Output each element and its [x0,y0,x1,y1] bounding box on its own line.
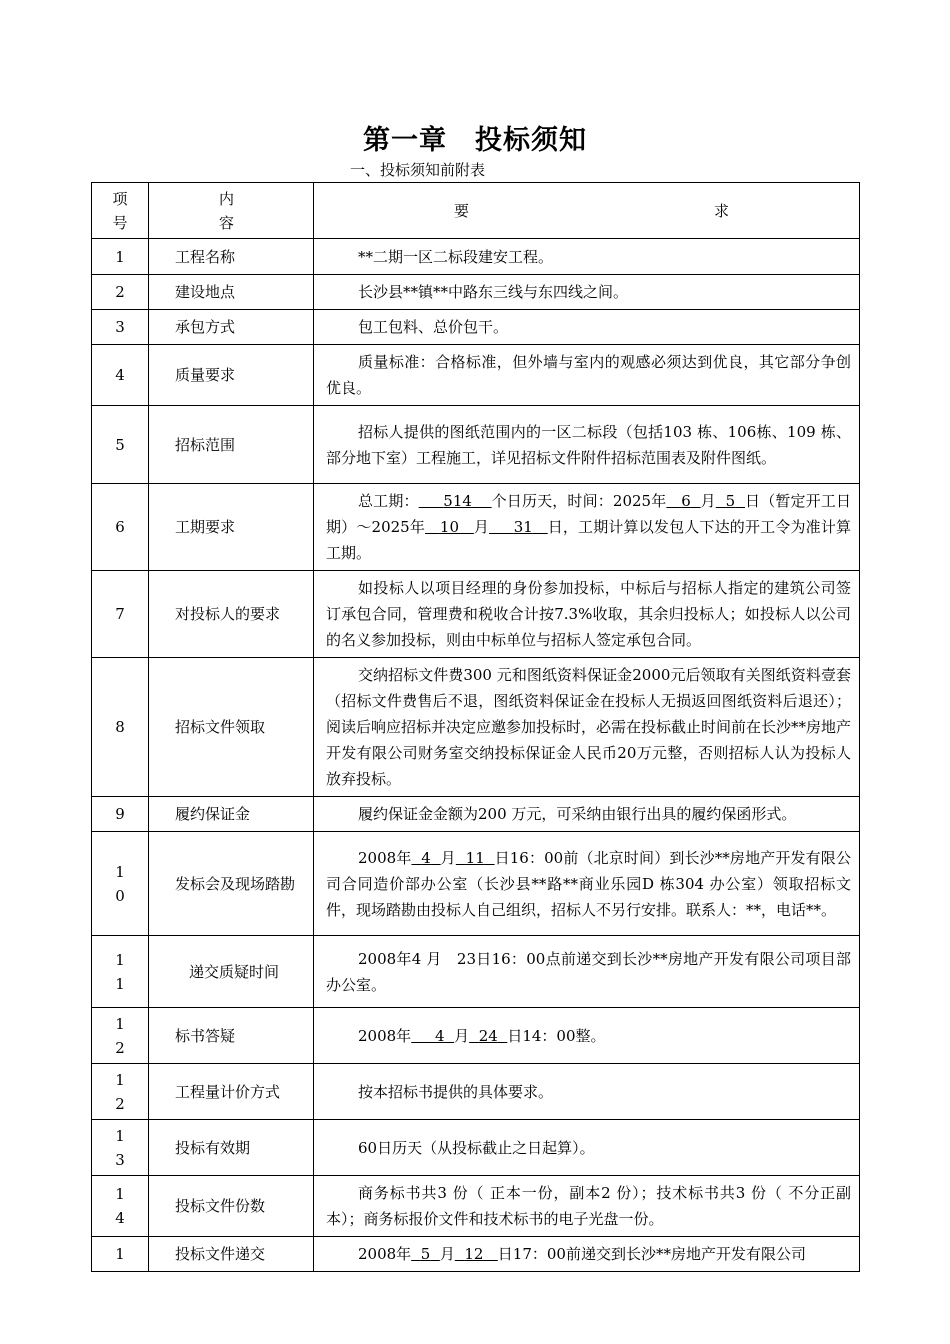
underlined-value: 12 [464,1245,484,1263]
row-requirement: 60日历天（从投标截止之日起算）。 [314,1120,860,1176]
row-item: 投标文件份数 [149,1176,314,1237]
underlined-value: 31 [513,518,533,536]
table-row [92,797,860,832]
row-item: 发标会及现场踏勘 [149,832,314,936]
header-requirement: 要 求 [314,183,860,239]
row-requirement: 包工包料、总价包干。 [314,310,860,345]
row-no: 1 2 [92,1008,149,1064]
row-item: 工程量计价方式 [149,1064,314,1120]
row-requirement: 2008年 5 月 12 日17：00前递交到长沙**房地产开发有限公司 [314,1237,860,1272]
row-no: 1 [92,1237,149,1272]
table-row [92,1064,860,1120]
table-caption: 一、投标须知前附表 [350,161,486,179]
table-row [92,571,860,658]
row-requirement: 质量标准：合格标准，但外墙与室内的观感必须达到优良，其它部分争创优良。 [314,345,860,406]
row-item: 履约保证金 [149,797,314,832]
row-requirement: 交纳招标文件费300 元和图纸资料保证金2000元后领取有关图纸资料壹套（招标文件费售后不退，图纸资料保证金在投标人无损返回图纸资料后退还）；阅读后响应招标并决定应邀参加投标时，必需在投标截止时间前在长沙**房地产开发有限公司财务室交纳投标保证金人民币20万元整，否则招标人认为投标人放弃投标。 [314,658,860,797]
table-row [92,239,860,275]
table-row [92,1120,860,1176]
table-row [92,345,860,406]
header-no: 项 号 [92,183,149,239]
underlined-value: 5 [420,1245,431,1263]
page-title: 第一章 投标须知 [363,125,587,156]
table-row [92,1237,860,1272]
row-no: 1 3 [92,1120,149,1176]
row-item: 招标范围 [149,406,314,484]
table-row [92,310,860,345]
table-row [92,406,860,484]
row-requirement: 按本招标书提供的具体要求。 [314,1064,860,1120]
row-no: 1 2 [92,1064,149,1120]
row-no: 9 [92,797,149,832]
row-no: 1 0 [92,832,149,936]
row-no: 3 [92,310,149,345]
row-requirement: 商务标书共3 份（ 正本一份，副本2 份）；技术标书共3 份（ 不分正副本）；商务标报价文件和技术标书的电子光盘一份。 [314,1176,860,1237]
row-requirement: 2008年 4 月 24 日14：00整。 [314,1008,860,1064]
underlined-value: 4 [435,1026,445,1045]
row-item: 对投标人的要求 [149,571,314,658]
row-item: 质量要求 [149,345,314,406]
header-item: 内 容 [149,183,314,239]
row-item: 工程名称 [149,239,314,275]
row-requirement: 2008年 4 月 11 日16：00前（北京时间）到长沙**房地产开发有限公司合同造价部办公室（长沙县**路**商业乐园D 栋304 办公室）领取招标文件，现场踏勘由投标人自己组织，招标人不另行安排。联系人：**，电话**。 [314,832,860,936]
row-item: 承包方式 [149,310,314,345]
underlined-value: 10 [439,518,459,536]
row-no: 4 [92,345,149,406]
row-no: 2 [92,275,149,310]
row-requirement: 总工期： 514 个日历天，时间：2025年 6 月 5 日（暂定开工日期）～2025年 10 月 31 日，工期计算以发包人下达的开工令为准计算工期。 [314,484,860,571]
row-item: 工期要求 [149,484,314,571]
row-item: 建设地点 [149,275,314,310]
underlined-value: 6 [681,492,691,510]
underlined-value: 514 [443,492,472,510]
underlined-value: 5 [725,492,736,510]
underlined-value: 4 [421,848,431,867]
row-requirement: 履约保证金金额为200 万元，可采纳由银行出具的履约保函形式。 [314,797,860,832]
row-requirement: 如投标人以项目经理的身份参加投标，中标后与招标人指定的建筑公司签订承包合同，管理费和税收合计按7.3%收取，其余归投标人；如投标人以公司的名义参加投标，则由中标单位与招标人签定承包合同。 [314,571,860,658]
table-row [92,275,860,310]
row-item: 递交质疑时间 [149,936,314,1008]
underlined-value: 24 [478,1026,498,1045]
table-row [92,832,860,936]
table-header-row [92,183,860,239]
row-item: 招标文件领取 [149,658,314,797]
table-row [92,1008,860,1064]
row-item: 投标有效期 [149,1120,314,1176]
row-item: 标书答疑 [149,1008,314,1064]
row-no: 1 1 [92,936,149,1008]
row-item: 投标文件递交 [149,1237,314,1272]
underlined-value: 11 [465,848,485,867]
bid-instructions-table [91,182,860,1272]
table-row [92,936,860,1008]
table-row [92,658,860,797]
row-no: 7 [92,571,149,658]
row-no: 1 4 [92,1176,149,1237]
row-requirement: **二期一区二标段建安工程。 [314,239,860,275]
table-row [92,1176,860,1237]
row-requirement: 长沙县**镇**中路东三线与东四线之间。 [314,275,860,310]
row-no: 6 [92,484,149,571]
row-no: 1 [92,239,149,275]
table-row [92,484,860,571]
row-no: 5 [92,406,149,484]
row-requirement: 2008年4 月 23日16：00点前递交到长沙**房地产开发有限公司项目部办公室。 [314,936,860,1008]
row-no: 8 [92,658,149,797]
row-requirement: 招标人提供的图纸范围内的一区二标段（包括103 栋、106栋、109 栋、部分地下室）工程施工，详见招标文件附件招标范围表及附件图纸。 [314,406,860,484]
